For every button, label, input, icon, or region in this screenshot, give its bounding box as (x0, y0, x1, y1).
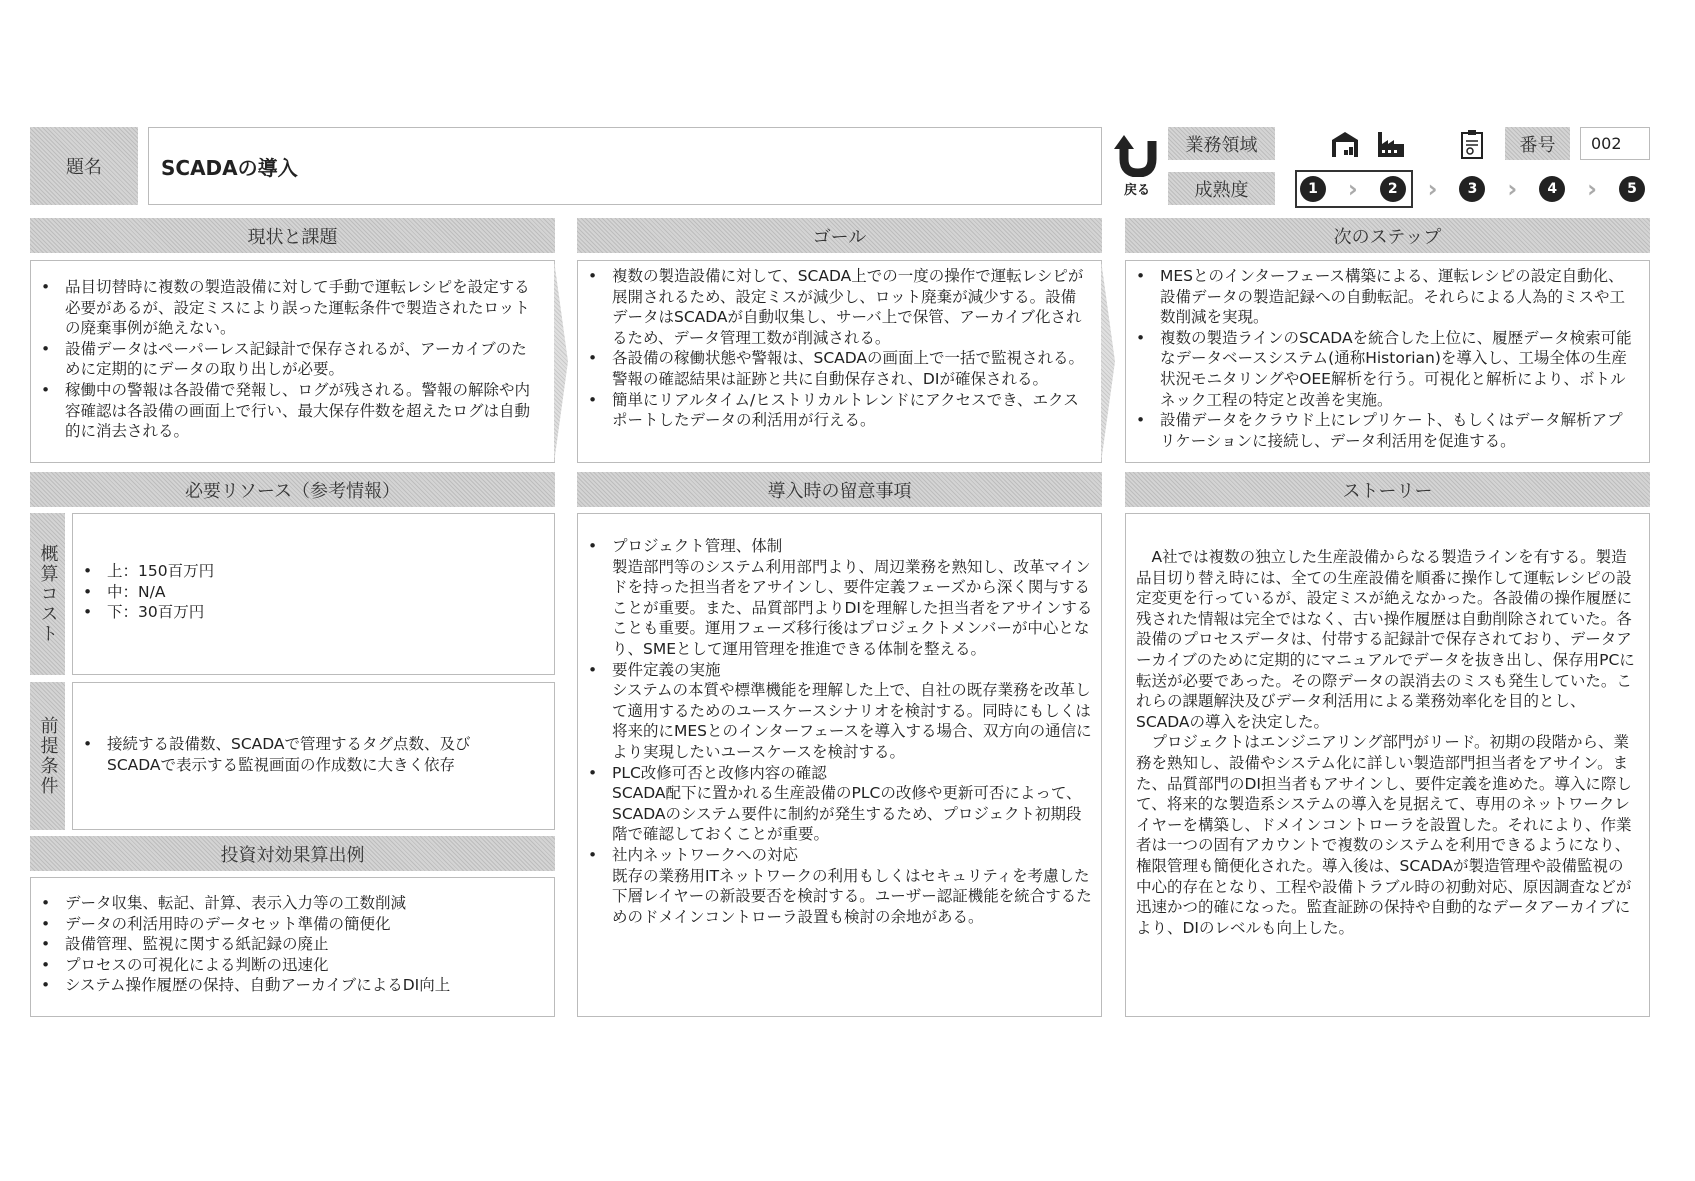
section-title: 次のステップ (1333, 226, 1442, 248)
number-value-text: 002 (1591, 134, 1622, 153)
list-item: • 接続する設備数、SCADAで管理するタグ点数、及びSCADAで表示する監視画面の作成数に大きく依存 (73, 734, 524, 775)
maturity-step-2: 2 (1380, 176, 1406, 202)
list-item: • 設備データをクラウド上にレプリケート、もしくはデータ解析アプリケーションに接続し、データ利活用を促進する。 (1126, 410, 1635, 451)
maturity-step-5: 5 (1619, 176, 1645, 202)
number-label-text: 番号 (1519, 134, 1556, 156)
goal-box (577, 260, 1102, 463)
note-body: システムの本質や標準機能を理解した上で、自社の既存業務を改革して適用するためのユースケースシナリオを検討する。同時にもしくは将来的にMESとのインターフェースを導入する場合、双方向の通信により実現したいユースケースを検討する。 (612, 681, 1092, 761)
section-header-next (1125, 218, 1650, 253)
list-item: • MESとのインターフェース構築による、運転レシピの設定自動化、設備データの製造記録への自動転記。それらによる人為的ミスや工数削減を実現。 (1126, 266, 1635, 328)
section-title: 現状と課題 (247, 226, 338, 248)
cost-label-text: 概算コスト (37, 544, 59, 644)
list-item (578, 660, 1093, 763)
note-heading: • 社内ネットワークへの対応 (612, 845, 799, 864)
warehouse-icon (1330, 130, 1360, 162)
note-heading: • PLC改修可否と改修内容の確認 (612, 763, 827, 782)
list-item: • 稼働中の警報は各設備で発報し、ログが残される。警報の解除や内容確認は各設備の画面上で行い、最大保存件数を超えたログは自動的に消去される。 (31, 380, 540, 442)
section-title: 必要リソース（参考情報） (184, 480, 401, 502)
premise-box (72, 682, 555, 830)
section-header-goal (577, 218, 1102, 253)
note-body: 既存の業務用ITネットワークの利用もしくはセキュリティを考慮した下層レイヤーの新設要否を検討する。ユーザー認証機能を統合するためのドメインコントローラ設置も検討の余地がある。 (612, 866, 1092, 926)
page-title-text: SCADAの導入 (161, 155, 298, 180)
list-item: • 中：N/A (73, 582, 544, 603)
u-turn-arrow-icon (1114, 133, 1160, 177)
list-item: • 設備管理、監視に関する紙記録の廃止 (31, 934, 544, 955)
maturity-label-text: 成熟度 (1194, 179, 1249, 201)
cost-side-label (30, 513, 65, 675)
section-header-resources (30, 472, 555, 507)
section-header-story (1125, 472, 1650, 507)
notes-box (577, 513, 1102, 1017)
premise-side-label (30, 682, 65, 830)
section-title: 導入時の留意事項 (767, 480, 912, 502)
cost-box (72, 513, 555, 675)
section-header-roi (30, 836, 555, 871)
domain-label-text: 業務領域 (1185, 134, 1258, 156)
title-label (30, 127, 138, 205)
maturity-label (1168, 172, 1275, 205)
chevron-right-icon: › (1507, 175, 1518, 203)
story-paragraph: プロジェクトはエンジニアリング部門がリード。初期の段階から、業務を熟知し、設備やシステム化に詳しい製造部門担当者をアサイン。また、品質部門のDI担当者もアサインし、要件定義を進めた。導入に際して、将来的な製造系システムの導入を見据えて、専用のネットワークレイヤーを構築し、ドメインコントローラを設置した。それにより、作業者は一つの固有アカウントで複数のシステムを利用できるようになり、権限管理も簡便化された。導入後は、SCADAが製造管理や設備監視の中心的存在となり、工程や設備トラブル時の初動対応、原因調査などが迅速かつ的確になった。監査証跡の保持や自動的なデータアーカイブにより、DIのレベルも向上した。 (1136, 733, 1632, 937)
section-title: 投資対効果算出例 (220, 844, 365, 866)
domain-label (1168, 127, 1275, 160)
next-steps-box (1125, 260, 1650, 463)
section-title: ストーリー (1342, 480, 1433, 502)
page-title (148, 127, 1102, 205)
roi-box (30, 877, 555, 1017)
list-item: • プロセスの可視化による判断の迅速化 (31, 955, 544, 976)
list-item: • 各設備の稼働状態や警報は、SCADAの画面上で一括で監視される。警報の確認結果は証跡と共に自動保存され、DIが確保される。 (578, 348, 1087, 389)
list-item (578, 536, 1093, 660)
maturity-step-1: 1 (1300, 176, 1326, 202)
title-label-text: 題名 (66, 157, 102, 178)
current-issues-box (30, 260, 555, 463)
maturity-step-3: 3 (1459, 176, 1485, 202)
list-item: • 設備データはペーパーレス記録計で保存されるが、アーカイブのために定期的にデータの取り出しが必要。 (31, 339, 540, 380)
list-item: • 品目切替時に複数の製造設備に対して手動で運転レシピを設定する必要があるが、設定ミスにより誤った運転条件で製造されたロットの廃棄事例が絶えない。 (31, 277, 540, 339)
list-item: • 簡単にリアルタイム/ヒストリカルトレンドにアクセスでき、エクスポートしたデータの利活用が行える。 (578, 390, 1087, 431)
list-item (578, 845, 1093, 927)
list-item: • 複数の製造ラインのSCADAを統合した上位に、履歴データ検索可能なデータベースシステム(通称Historian)を導入し、工場全体の生産状況モニタリングやOEE解析を行う。可視化と解析により、ボトルネック工程の特定と改善を実施。 (1126, 328, 1635, 410)
maturity-steps (1300, 175, 1645, 203)
list-item: • 複数の製造設備に対して、SCADA上での一度の操作で運転レシピが展開されるため、設定ミスが減少し、ロット廃棄が減少する。設備データはSCADAが自動収集し、サーバ上で保管、アーカイブ化されるため、データ管理工数が削減される。 (578, 266, 1087, 348)
back-button[interactable] (1112, 133, 1162, 199)
note-body: SCADA配下に置かれる生産設備のPLCの改修や更新可否によって、SCADAのシステム要件に制約が発生するため、プロジェクト初期段階で確認しておくことが重要。 (612, 784, 1082, 844)
list-item (578, 763, 1093, 845)
note-heading: • プロジェクト管理、体制 (612, 537, 783, 555)
maturity-step-4: 4 (1539, 176, 1565, 202)
number-label (1505, 127, 1570, 160)
list-item: • データの利活用時のデータセット準備の簡便化 (31, 914, 544, 935)
list-item: • システム操作履歴の保持、自動アーカイブによるDI向上 (31, 975, 544, 996)
section-title: ゴール (812, 226, 867, 248)
section-header-current (30, 218, 555, 253)
note-body: 製造部門等のシステム利用部門より、周辺業務を熟知し、改革マインドを持った担当者をアサインし、要件定義フェーズから深く関与することが重要。また、品質部門よりDIを理解した担当者をアサインすることも重要。運用フェーズ移行後はプロジェクトメンバーが中心となり、SMEとして運用管理を推進できる体制を整える。 (612, 557, 1093, 658)
section-header-notes (577, 472, 1102, 507)
chevron-right-icon: › (1347, 175, 1358, 203)
chevron-right-icon: › (1587, 175, 1598, 203)
chevron-right-icon: › (1427, 175, 1438, 203)
clipboard-icon (1460, 129, 1484, 163)
number-value (1580, 127, 1650, 160)
factory-icon (1376, 130, 1406, 162)
story-box (1125, 513, 1650, 1017)
note-heading: • 要件定義の実施 (612, 660, 721, 679)
premise-label-text: 前提条件 (37, 716, 59, 796)
back-label: 戻る (1123, 183, 1150, 198)
story-paragraph: A社では複数の独立した生産設備からなる製造ラインを有する。製造品目切り替え時には、全ての生産設備を順番に操作して運転レシピの設定変更を行っているが、設定ミスが絶えなかった。各設備の操作履歴に残された情報は完全ではなく、古い操作履歴は自動削除されていた。各設備のプロセスデータは、付帯する記録計で保存されており、データアーカイブのために定期的にマニュアルでデータを抜き出し、保存用PCに転送が必要であった。その際データの誤消去のミスも発生していた。これらの課題解決及びデータ利活用による業務効率化を目的とし、SCADAの導入を決定した。 (1136, 548, 1635, 731)
list-item: • 上：150百万円 (73, 561, 544, 582)
list-item: • 下：30百万円 (73, 602, 544, 623)
list-item: • データ収集、転記、計算、表示入力等の工数削減 (31, 893, 544, 914)
